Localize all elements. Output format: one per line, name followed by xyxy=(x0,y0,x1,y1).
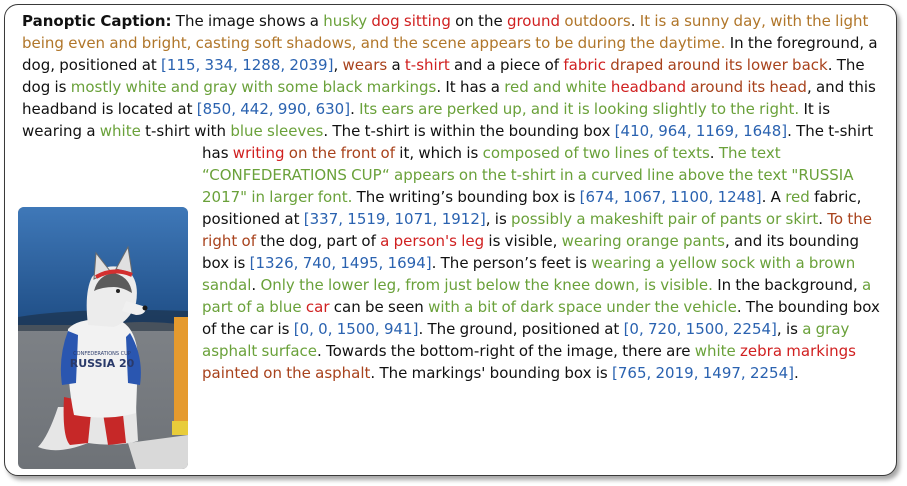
caption-segment: blue sleeves xyxy=(230,122,324,140)
caption-segment: [0, 0, 1500, 941] xyxy=(293,320,419,338)
caption-body xyxy=(22,12,880,382)
caption-segment: composed of two lines of texts xyxy=(482,144,710,162)
caption-segment: . xyxy=(709,144,719,162)
caption-segment: [0, 720, 1500, 2254] xyxy=(623,320,777,338)
caption-segment: . The person’s feet is xyxy=(431,254,592,272)
caption-segment: [850, 442, 990, 630] xyxy=(196,100,351,118)
caption-segment: zebra markings xyxy=(740,342,856,360)
caption-segment: [765, 2019, 1497, 2254] xyxy=(612,364,794,382)
caption-segment: is visible, xyxy=(484,232,562,250)
caption-segment: . The markings' bounding box is xyxy=(370,364,612,382)
caption-segment: around its head xyxy=(690,78,807,96)
caption-segment: . It has a xyxy=(436,78,505,96)
caption-segment: . xyxy=(251,276,261,294)
caption-segment: The image shows a xyxy=(171,12,324,30)
caption-segment: wearing a yellow sock with a brown sandal xyxy=(202,254,856,294)
caption-segment: To the right of xyxy=(202,210,872,250)
caption-segment: It is wearing a xyxy=(22,100,831,140)
caption-segment: , and this headband is located at xyxy=(22,78,876,118)
caption-label: Panoptic Caption: xyxy=(22,12,172,30)
caption-segment: a person's leg xyxy=(380,232,485,250)
caption-segment: , is xyxy=(776,320,803,338)
caption-segment: In the background, xyxy=(712,276,863,294)
caption-segment: red and white xyxy=(504,78,607,96)
caption-segment: possibly a makeshift pair of pants or skirt xyxy=(511,210,819,228)
caption-segment: . The t-shirt has xyxy=(202,122,874,162)
caption-segment: . The ground, positioned at xyxy=(418,320,624,338)
caption-segment: white xyxy=(99,122,141,140)
caption-segment: fabric xyxy=(563,56,606,74)
caption-segment: a gray asphalt surface xyxy=(202,320,850,360)
caption-segment: can be seen xyxy=(329,298,429,316)
caption-segment: t-shirt xyxy=(404,56,450,74)
caption-segment: it, which is xyxy=(395,144,483,162)
caption-segment: . xyxy=(350,100,360,118)
caption-segment: It is a sunny day, with the light being even and bright, casting soft shadows, and the scene appears to be during the daytime. xyxy=(22,12,869,52)
photo-spacer xyxy=(22,145,202,407)
caption-segment: red xyxy=(785,188,810,206)
caption-segment xyxy=(284,144,288,162)
caption-segment: dog sitting xyxy=(371,12,451,30)
caption-segment: [337, 1519, 1071, 1912] xyxy=(303,210,486,228)
caption-segment: wears xyxy=(342,56,388,74)
caption-segment: . Towards the bottom-right of the image, there are xyxy=(316,342,695,360)
caption-text xyxy=(22,10,882,407)
caption-segment: a part of a blue xyxy=(202,276,872,316)
caption-segment: . The dog is xyxy=(22,56,865,96)
caption-segment: Its ears are perked up, and it is looking slightly to the right. xyxy=(359,100,800,118)
caption-segment: outdoors xyxy=(564,12,631,30)
caption-segment: [410, 964, 1169, 1648] xyxy=(614,122,788,140)
caption-segment: , and its bounding box is xyxy=(202,232,860,272)
caption-segment: the dog, part of xyxy=(255,232,381,250)
caption-segment: . xyxy=(630,12,640,30)
caption-segment: a xyxy=(387,56,405,74)
caption-segment: with a bit of dark space under the vehicle xyxy=(428,298,737,316)
caption-segment: t-shirt with xyxy=(140,122,231,140)
caption-segment: on the front of xyxy=(288,144,396,162)
caption-segment: white xyxy=(694,342,736,360)
caption-segment: . The t-shirt is within the bounding box xyxy=(323,122,615,140)
caption-segment: draped around its lower back xyxy=(610,56,828,74)
caption-segment: and a piece of xyxy=(449,56,564,74)
caption-segment: . A xyxy=(761,188,786,206)
caption-segment: ground xyxy=(506,12,561,30)
caption-segment: writing xyxy=(232,144,285,162)
caption-segment: In the foreground, a dog, positioned at xyxy=(22,34,878,74)
shirt-text-line2: RUSSIA 20 xyxy=(69,357,135,370)
caption-segment: , xyxy=(333,56,343,74)
caption-segment: , is xyxy=(485,210,512,228)
caption-segment: headband xyxy=(610,78,687,96)
caption-segment: [1326, 740, 1495, 1694] xyxy=(249,254,432,272)
caption-segment: Only the lower leg, from just below the knee down, is visible. xyxy=(260,276,713,294)
caption-segment: wearing orange pants xyxy=(561,232,725,250)
caption-segment: husky xyxy=(323,12,368,30)
caption-segment: on the xyxy=(450,12,507,30)
yellow-sock xyxy=(172,421,188,435)
caption-segment: . xyxy=(793,364,799,382)
caption-segment: . xyxy=(818,210,828,228)
caption-segment: The writing’s bounding box is xyxy=(352,188,580,206)
caption-segment: painted on the asphalt xyxy=(202,364,371,382)
caption-segment: [674, 1067, 1100, 1248] xyxy=(579,188,762,206)
caption-segment: [115, 334, 1288, 2039] xyxy=(161,56,334,74)
caption-segment: fabric, positioned at xyxy=(202,188,862,228)
shirt-text-line1: CONFEDERATIONS CUP xyxy=(73,351,131,357)
caption-segment: mostly white and gray with some black markings xyxy=(70,78,437,96)
caption-segment: car xyxy=(305,298,330,316)
caption-segment: . The bounding box of the car is xyxy=(202,298,880,338)
caption-segment: The text “CONFEDERATIONS CUP“ appears on the t-shirt in a curved line above the text "RUSSIA 2017" in larger font. xyxy=(202,144,854,206)
